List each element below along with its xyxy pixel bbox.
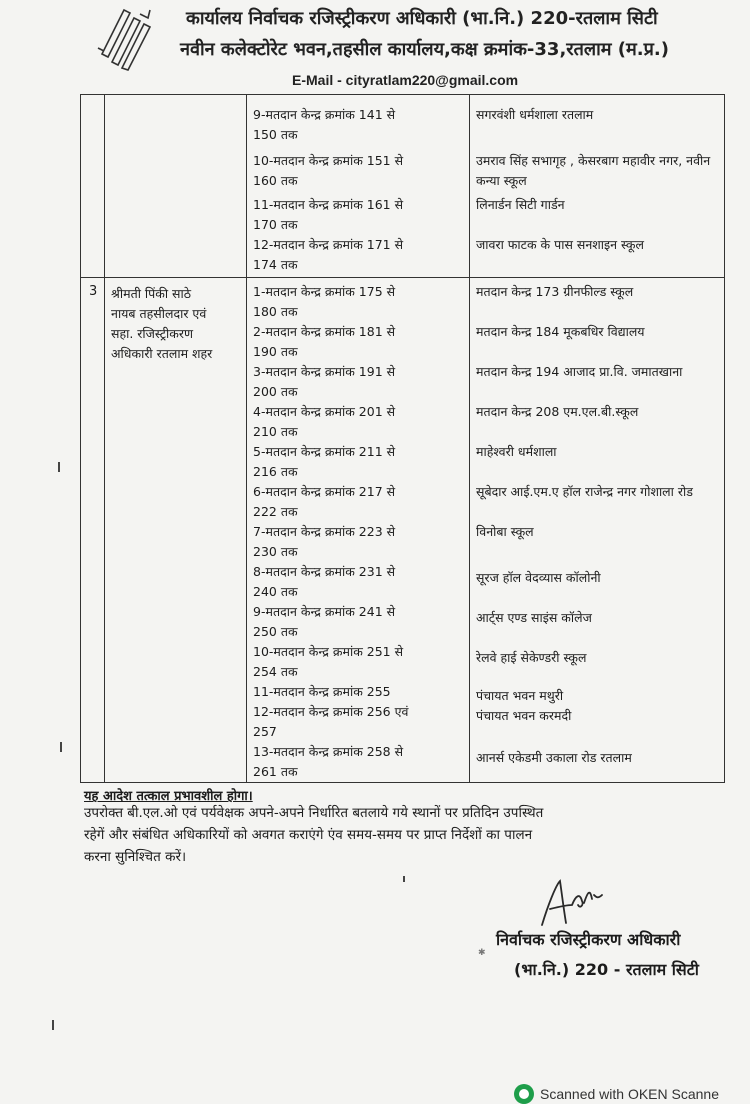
office-title: कार्यालय निर्वाचक रजिस्ट्रीकरण अधिकारी (भा.नि.) 220-रतलाम सिटी xyxy=(186,8,658,29)
entry-line: 240 तक xyxy=(253,584,298,599)
entry-line: 216 तक xyxy=(253,464,298,479)
polling-location: पंचायत भवन मथुरी xyxy=(476,688,564,703)
officer-line: सहा. रजिस्ट्रीकरण xyxy=(111,326,194,341)
entry-line: 170 तक xyxy=(253,217,298,232)
officer-name-block xyxy=(111,284,212,364)
entry-line: 250 तक xyxy=(253,624,298,639)
entry-line: 12-मतदान केन्द्र क्रमांक 171 से xyxy=(253,237,404,252)
entry-line: 9-मतदान केन्द्र क्रमांक 141 से xyxy=(253,107,396,122)
polling-location: विनोबा स्कूल xyxy=(476,524,534,539)
eci-logo-icon xyxy=(96,4,156,72)
table-row-continued xyxy=(81,95,725,278)
entry-line: 261 तक xyxy=(253,764,298,779)
table-row-section-3 xyxy=(81,278,725,783)
polling-range-entry xyxy=(253,322,395,362)
polling-location: लिनार्डन सिटी गार्डन xyxy=(476,197,565,212)
entry-line: 8-मतदान केन्द्र क्रमांक 231 से xyxy=(253,564,396,579)
polling-location: माहेश्वरी धर्मशाला xyxy=(476,444,557,459)
entry-line: 7-मतदान केन्द्र क्रमांक 223 से xyxy=(253,524,396,539)
locations-cell xyxy=(470,95,724,277)
entry-line: 210 तक xyxy=(253,424,298,439)
polling-range-entry xyxy=(253,235,403,275)
entry-line: 13-मतदान केन्द्र क्रमांक 258 से xyxy=(253,744,404,759)
entry-line: 257 xyxy=(253,724,277,739)
polling-range-entry xyxy=(253,682,391,702)
polling-range-entry xyxy=(253,282,395,322)
scanner-watermark xyxy=(514,1084,719,1104)
polling-range-entry xyxy=(253,482,395,522)
polling-range-entry xyxy=(253,642,403,682)
locations-cell xyxy=(470,278,724,782)
entry-line: 11-मतदान केन्द्र क्रमांक 255 xyxy=(253,684,391,699)
paragraph-line: उपरोक्त बी.एल.ओ एवं पर्यवेक्षक अपने-अपने निर्धारित बतलाये गये स्थानों पर प्रतिदिन उपस्थित xyxy=(84,805,544,821)
officer-line: अधिकारी रतलाम शहर xyxy=(111,346,213,361)
polling-location: मतदान केन्द्र 208 एम.एल.बी.स्कूल xyxy=(476,404,639,419)
entry-line: 230 तक xyxy=(253,544,298,559)
officer-line: नायब तहसीलदार एवं xyxy=(111,306,207,321)
office-email: E-Mail - cityratlam220@gmail.com xyxy=(292,72,519,88)
officer-line: श्रीमती पिंकी साठे xyxy=(111,286,191,301)
polling-range-entry xyxy=(253,702,408,742)
entries-cell xyxy=(247,278,469,782)
polling-location: मतदान केन्द्र 194 आजाद प्रा.वि. जमातखाना xyxy=(476,364,683,379)
stamp-mark: ✱ xyxy=(478,948,486,958)
entry-line: 3-मतदान केन्द्र क्रमांक 191 से xyxy=(253,364,396,379)
entry-line: 190 तक xyxy=(253,344,298,359)
margin-mark xyxy=(58,462,60,472)
entry-line: 12-मतदान केन्द्र क्रमांक 256 एवं xyxy=(253,704,409,719)
entry-line: 10-मतदान केन्द्र क्रमांक 151 से xyxy=(253,153,404,168)
office-address: नवीन कलेक्टोरेट भवन,तहसील कार्यालय,कक्ष क्रमांक-33,रतलाम (म.प्र.) xyxy=(180,39,669,60)
polling-location: आर्ट्स एण्ड साइंस कॉलेज xyxy=(476,610,592,625)
handwritten-signature xyxy=(536,875,606,930)
entry-line: 1-मतदान केन्द्र क्रमांक 175 से xyxy=(253,284,396,299)
entry-line: 200 तक xyxy=(253,384,298,399)
entries-cell xyxy=(247,95,469,277)
entry-line: 2-मतदान केन्द्र क्रमांक 181 से xyxy=(253,324,396,339)
oken-scanner-icon xyxy=(514,1084,534,1104)
polling-location: सूरज हॉल वेदव्यास कॉलोनी xyxy=(476,570,601,585)
paragraph-line: रहेगें और संबंधित अधिकारियों को अवगत कराएंगे एंव समय-समय पर प्राप्त निर्देशों का पालन xyxy=(84,827,533,843)
polling-location: मतदान केन्द्र 184 मूकबधिर विद्यालय xyxy=(476,324,645,339)
polling-range-entry xyxy=(253,602,395,642)
polling-range-entry xyxy=(253,402,395,442)
entry-line: 6-मतदान केन्द्र क्रमांक 217 से xyxy=(253,484,396,499)
signatory-office: (भा.नि.) 220 - रतलाम सिटी xyxy=(514,960,699,979)
polling-location: जावरा फाटक के पास सनशाइन स्कूल xyxy=(476,237,644,252)
polling-range-entry xyxy=(253,105,395,145)
order-effective-note: यह आदेश तत्काल प्रभावशील होगा। xyxy=(84,789,253,804)
polling-location: उमराव सिंह सभागृह , केसरबाग महावीर नगर, नवीन कन्या स्कूल xyxy=(476,153,711,188)
entry-line: 222 तक xyxy=(253,504,298,519)
entry-line: 174 तक xyxy=(253,257,298,272)
serial-number: 3 xyxy=(89,284,98,299)
polling-range-entry xyxy=(253,151,403,191)
polling-range-entry xyxy=(253,562,395,602)
polling-location: मतदान केन्द्र 173 ग्रीनफील्ड स्कूल xyxy=(476,284,634,299)
entry-line: 10-मतदान केन्द्र क्रमांक 251 से xyxy=(253,644,404,659)
entry-line: 150 तक xyxy=(253,127,298,142)
polling-location: सगरवंशी धर्मशाला रतलाम xyxy=(476,107,594,122)
polling-station-table xyxy=(80,94,725,783)
entry-line: 180 तक xyxy=(253,304,298,319)
entry-line: 4-मतदान केन्द्र क्रमांक 201 से xyxy=(253,404,396,419)
margin-mark xyxy=(52,1020,54,1030)
polling-location: आनर्स एकेडमी उकाला रोड रतलाम xyxy=(476,750,632,765)
instruction-paragraph xyxy=(84,802,724,868)
polling-location: सूबेदार आई.एम.ए हॉल राजेन्द्र नगर गोशाला रोड xyxy=(476,484,693,499)
watermark-text: Scanned with OKEN Scanne xyxy=(540,1086,719,1102)
entry-line: 254 तक xyxy=(253,664,298,679)
entry-line: 5-मतदान केन्द्र क्रमांक 211 से xyxy=(253,444,396,459)
entry-line: 160 तक xyxy=(253,173,298,188)
entry-line: 11-मतदान केन्द्र क्रमांक 161 से xyxy=(253,197,404,212)
paragraph-line: करना सुनिश्चित करें। xyxy=(84,849,187,865)
polling-range-entry xyxy=(253,362,395,402)
margin-mark xyxy=(403,876,405,882)
polling-range-entry xyxy=(253,522,395,562)
polling-location: पंचायत भवन करमदी xyxy=(476,708,572,723)
polling-range-entry xyxy=(253,195,403,235)
polling-range-entry xyxy=(253,442,395,482)
signatory-title: निर्वाचक रजिस्ट्रीकरण अधिकारी xyxy=(496,930,681,949)
entry-line: 9-मतदान केन्द्र क्रमांक 241 से xyxy=(253,604,396,619)
polling-location: रेलवे हाई सेकेण्डरी स्कूल xyxy=(476,650,587,665)
margin-mark xyxy=(60,742,62,752)
polling-range-entry xyxy=(253,742,403,782)
